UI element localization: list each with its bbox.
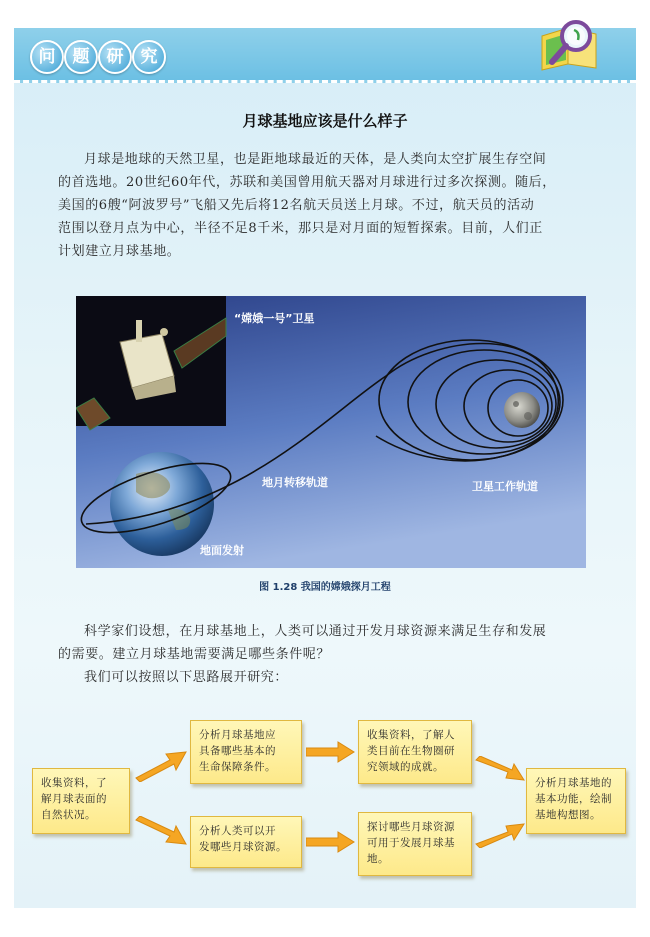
flow-text: 收集资料，了解人: [367, 729, 455, 741]
flow-box-bottom-right: [358, 812, 472, 876]
earth-image: [110, 452, 214, 556]
moon-image: [504, 392, 540, 428]
flow-text: 地。: [367, 853, 389, 865]
flow-text: 探讨哪些月球资源: [367, 821, 455, 833]
intro-line: 美国的6艘“阿波罗号”飞船又先后将12名航天员送上月球。不过，航天员的活动: [58, 198, 535, 213]
flow-text: 自然状况。: [41, 809, 96, 821]
header-char-3: 研: [98, 40, 132, 74]
intro-line: 的首选地。20世纪60年代，苏联和美国曾用航天器对月球进行过多次探测。随后，: [58, 175, 556, 190]
header-char-1: 问: [30, 40, 64, 74]
flow-text: 具备哪些基本的: [199, 745, 276, 757]
flow-text: 收集资料，了: [41, 777, 107, 789]
flow-text: 发哪些月球资源。: [199, 841, 287, 853]
flow-text: 分析人类可以开: [199, 825, 276, 837]
chang-e-figure: [76, 296, 586, 568]
header-char-2: 题: [64, 40, 98, 74]
flow-text: 究领域的成就。: [367, 761, 444, 773]
arrow-bottom-middle-icon: [306, 830, 356, 854]
intro-line: 月球是地球的天然卫星，也是距地球最近的天体，是人类向太空扩展生存空间: [84, 152, 547, 167]
work-orbit-label: 卫星工作轨道: [472, 480, 538, 493]
flow-box-top-left: [190, 720, 302, 784]
flow-text: 生命保障条件。: [199, 761, 276, 773]
arrow-bottom-to-end-icon: [474, 818, 526, 848]
article-title: 月球基地应该是什么样子: [242, 112, 408, 130]
question-line: 科学家们设想，在月球基地上，人类可以通过开发月球资源来满足生存和发展: [84, 624, 547, 639]
arrow-top-to-end-icon: [474, 756, 526, 786]
flow-box-end: [526, 768, 626, 834]
flow-text: 解月球表面的: [41, 793, 107, 805]
satellite-label: “嫦娥一号”卫星: [234, 312, 315, 325]
flow-text: 分析月球基地应: [199, 729, 276, 741]
flow-box-bottom-left: [190, 816, 302, 868]
intro-paragraph: [58, 148, 606, 263]
flow-box-start: [32, 768, 130, 834]
magnifier-book-icon: [538, 14, 604, 76]
launch-label: 地面发射: [200, 544, 244, 557]
flow-text: 基本功能，绘制: [535, 793, 612, 805]
question-paragraph: [58, 620, 606, 689]
arrow-start-to-bottom-icon: [134, 816, 188, 850]
header-char-4: 究: [132, 40, 166, 74]
flow-text: 类目前在生物圈研: [367, 745, 455, 757]
transfer-orbit-label: 地月转移轨道: [262, 476, 328, 489]
question-line: 的需要。建立月球基地需要满足哪些条件呢？: [58, 647, 331, 662]
flow-text: 基地构想图。: [535, 809, 601, 821]
flow-box-top-right: [358, 720, 472, 784]
flow-text: 分析月球基地的: [535, 777, 612, 789]
flow-text: 可用于发展月球基: [367, 837, 455, 849]
figure-caption: 图 1.28 我国的嫦娥探月工程: [259, 582, 391, 593]
arrow-top-middle-icon: [306, 740, 356, 764]
plan-line: 我们可以按照以下思路展开研究：: [84, 670, 289, 685]
intro-line: 计划建立月球基地。: [58, 244, 181, 259]
intro-line: 范围以登月点为中心，半径不足8千米，那只是对月面的短暂探索。目前，人们正: [58, 221, 543, 236]
arrow-start-to-top-icon: [134, 748, 188, 782]
